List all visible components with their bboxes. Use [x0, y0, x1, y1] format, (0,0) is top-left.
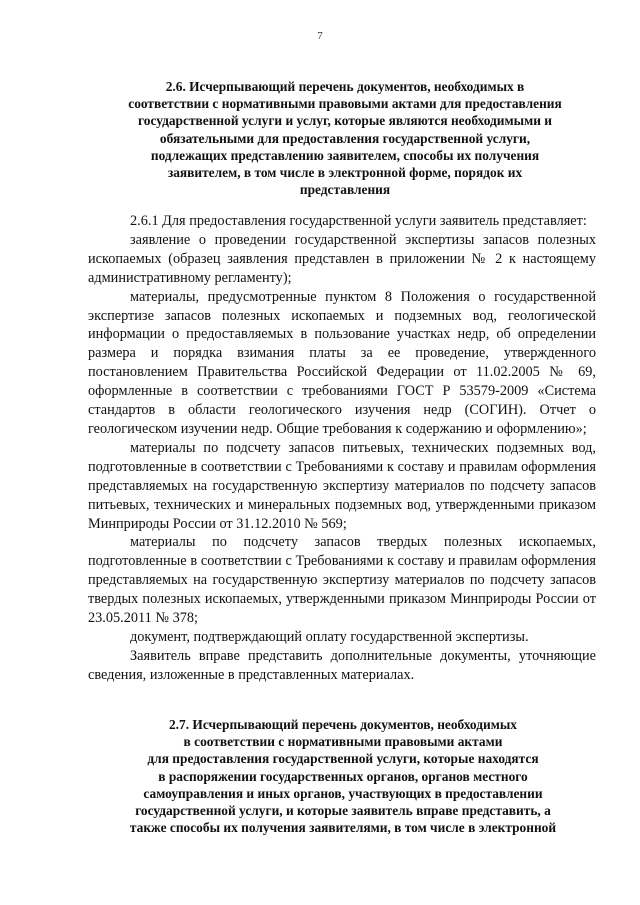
- heading-line: в распоряжении государственных органов, органов местного: [158, 768, 528, 784]
- heading-line: соответствии с нормативными правовыми актами для предоставления: [128, 96, 562, 112]
- heading-line: представления: [299, 182, 391, 198]
- heading-line: для предоставления государственной услуги, которые находятся: [147, 751, 539, 767]
- heading-line: заявителем, в том числе в электронной форме, порядок их: [167, 165, 523, 181]
- heading-line: в соответствии с нормативными правовыми актами: [183, 734, 503, 750]
- paragraph-2-6-1: 2.6.1 Для предоставления государственной услуги заявитель представляет:: [130, 213, 587, 229]
- page-number: 7: [317, 30, 323, 42]
- paragraph-groundwater-materials: материалы по подсчету запасов питьевых, технических подземных вод, подготовленные в соответствии с Требованиями к составу и правилам оформления представляемых на государственную экспертизу материалов по подсчету запасов питьевых, технических и минеральных подземных вод, утвержденными приказом Минприроды России от 31.12.2010 № 569;: [88, 439, 596, 532]
- heading-line: 2.7. Исчерпывающий перечень документов, необходимых: [168, 717, 517, 732]
- heading-line: 2.6. Исчерпывающий перечень документов, необходимых в: [165, 79, 525, 94]
- section-2-6-heading: [95, 78, 595, 198]
- heading-line: подлежащих представлению заявителем, способы их получения: [150, 147, 540, 163]
- section-2-6-body: [88, 212, 596, 685]
- heading-line: государственной услуги и услуг, которые являются необходимыми и: [138, 113, 552, 129]
- paragraph-additional-documents: Заявитель вправе представить дополнительные документы, уточняющие сведения, изложенные в представленных материалах.: [88, 647, 596, 683]
- paragraph-solid-minerals-materials: материалы по подсчету запасов твердых полезных ископаемых, подготовленные в соответствии с Требованиями к составу и правилам оформления представляемых на государственную экспертизу материалов по подсчету запасов твердых полезных ископаемых, утвержденными приказом Минприроды России от 23.05.2011 № 378;: [88, 534, 596, 627]
- paragraph-payment-document: документ, подтверждающий оплату государственной экспертизы.: [130, 628, 529, 645]
- paragraph-application: заявление о проведении государственной экспертизы запасов полезных ископаемых (образец заявления представлен в приложении № 2 к настоящему административному регламенту);: [88, 231, 596, 286]
- heading-line: также способы их получения заявителями, в том числе в электронной: [129, 820, 557, 836]
- section-2-7-heading: [98, 716, 588, 836]
- paragraph-materials-item-8: материалы, предусмотренные пунктом 8 Положения о государственной экспертизе запасов полезных ископаемых и подземных вод, геологической информации о предоставляемых в пользование участках недр, об определении размера и порядка взимания платы за ее проведение, утвержденного постановлением Правительства Российской Федерации от 11.02.2005 № 69, оформленные в соответствии с требованиями ГОСТ Р 53579-2009 «Система стандартов в области геологического изучения недр (СОГИН). Отчет о геологическом изучении недр. Общие требования к содержанию и оформлению»;: [88, 288, 596, 437]
- heading-line: государственной услуги, и которые заявитель вправе представить, а: [135, 803, 551, 819]
- heading-line: самоуправления и иных органов, участвующих в предоставлении: [143, 785, 543, 801]
- heading-line: обязательными для предоставления государственной услуги,: [159, 130, 531, 146]
